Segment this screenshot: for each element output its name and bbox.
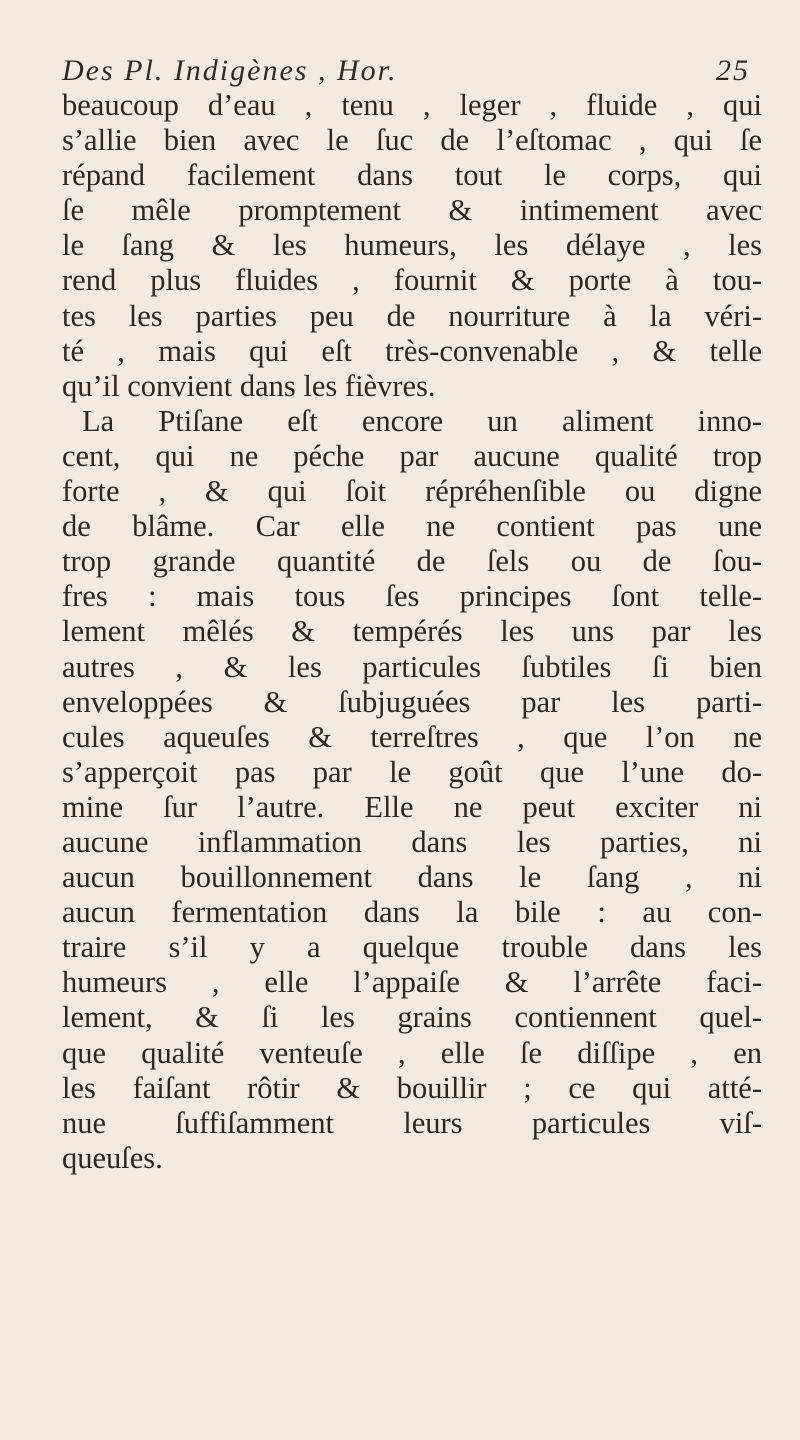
- text-line: les faiſant rôtir & bouillir ; ce qui atté-: [62, 1070, 762, 1105]
- text-line: nue ſuffiſamment leurs particules viſ-: [62, 1105, 762, 1140]
- text-line: ſe mêle promptement & intimement avec: [62, 193, 762, 228]
- text-line: trop grande quantité de ſels ou de ſou-: [62, 544, 762, 579]
- text-line: qu’il convient dans les fièvres.: [62, 368, 436, 403]
- text-line: que qualité venteuſe , elle ſe diſſipe , en: [62, 1035, 762, 1070]
- running-header: [62, 54, 752, 88]
- page-number: 25: [716, 54, 750, 87]
- text-line: s’allie bien avec le ſuc de l’eſtomac , qui ſe: [62, 123, 762, 158]
- text-line: cules aqueuſes & terreſtres , que l’on ne: [62, 719, 762, 754]
- text-line: queuſes.: [62, 1140, 163, 1175]
- text-line: aucun bouillonnement dans le ſang , ni: [62, 860, 762, 895]
- text-line: forte , & qui ſoit répréhenſible ou digne: [62, 474, 762, 509]
- text-line: lement, & ſi les grains contiennent quel-: [62, 1000, 762, 1035]
- text-line: de blâme. Car elle ne contient pas une: [62, 509, 762, 544]
- text-line: s’apperçoit pas par le goût que l’une do-: [62, 754, 762, 789]
- text-line: aucun fermentation dans la bile : au con-: [62, 895, 762, 930]
- text-line: le ſang & les humeurs, les délaye , les: [62, 228, 762, 263]
- text-line: fres : mais tous ſes principes ſont telle-: [62, 579, 762, 614]
- text-line: beaucoup d’eau , tenu , leger , fluide , qui: [62, 88, 762, 122]
- text-line: autres , & les particules ſubtiles ſi bien: [62, 649, 762, 684]
- text-line: traire s’il y a quelque trouble dans les: [62, 930, 762, 965]
- text-line: La Ptiſane eſt encore un aliment inno-: [82, 403, 762, 438]
- text-line: enveloppées & ſubjuguées par les parti-: [62, 684, 762, 719]
- text-line: aucune inflammation dans les parties, ni: [62, 824, 762, 859]
- text-line: rend plus fluides , fournit & porte à tou-: [62, 263, 762, 298]
- text-line: cent, qui ne péche par aucune qualité trop: [62, 438, 762, 473]
- running-title: Des Pl. Indigènes , Hor.: [62, 54, 398, 87]
- text-line: tes les parties peu de nourriture à la véri-: [62, 298, 762, 333]
- text-line: té , mais qui eſt très-convenable , & telle: [62, 333, 762, 368]
- body-text: [62, 88, 762, 1176]
- text-line: mine ſur l’autre. Elle ne peut exciter ni: [62, 789, 762, 824]
- text-line: humeurs , elle l’appaiſe & l’arrête faci-: [62, 965, 762, 1000]
- text-line: lement mêlés & tempérés les uns par les: [62, 614, 762, 649]
- text-line: répand facilement dans tout le corps, qui: [62, 158, 762, 193]
